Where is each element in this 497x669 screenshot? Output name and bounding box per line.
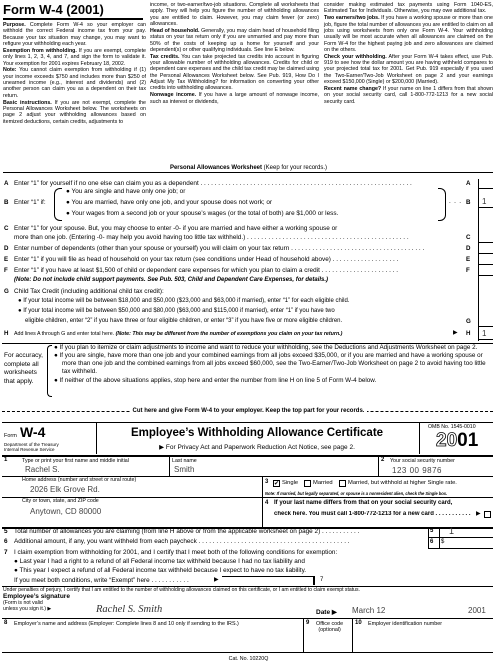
line6-value-rule (428, 548, 493, 549)
signature-bottom-rule (2, 618, 493, 619)
ssn-value[interactable]: 123 00 9876 (392, 466, 442, 475)
instruction-text: Complete Form W-4 so your employer can withhold the correct Federal income tax from your pay. Because your tax situation may change, you may want to refigure your withholding each year. (3, 22, 146, 48)
single-checkbox[interactable]: ✔ (274, 481, 280, 487)
married-label: Married (313, 480, 333, 486)
married-checkbox[interactable] (304, 480, 311, 487)
instruction-text: If you have a large amount of nonwage income, such as interest or dividends, (150, 92, 319, 105)
line4-text-1: If your last name differs from that on your social security card, (274, 500, 453, 506)
line-g-letter: G (4, 288, 9, 295)
city-value[interactable]: Anytown, CD 80000 (30, 507, 102, 516)
married-higher-label: Married, but withhold at higher Single rate. (348, 480, 457, 486)
last-name-value[interactable]: Smith (174, 465, 195, 474)
cert-form-label: Form (4, 433, 17, 439)
line-c-value-rule (478, 242, 493, 243)
line6-number: 6 (4, 538, 8, 545)
line-g-bullet-1: ● If your total income will be between $18,000 and $50,000 ($23,000 and $63,000 if married), enter “1” for each eligible child. (18, 298, 350, 304)
line-d-text: Enter number of dependents (other than your spouse or yourself) you will claim on your tax return . . . . . . . . . . . . . . . . . . . . . . . . . . . . . . . . . . . . . . (14, 245, 425, 252)
line3-note: Note: If married, but legally separated, or spouse is a nonresident alien, check the Single box. (265, 491, 448, 496)
first-name-value[interactable]: Rachel S. (25, 465, 60, 474)
instruction-text: You can take projected tax credits into account in figuring your allowable number of withholding allowances. Credits for child or dependent care expenses and the child tax credit may be claimed using the Personal Allowances Worksheet below. See Pub. 919, How Do I Adjust My Tax Withholding? for information on converting your other credits into withholding allowances. (150, 53, 319, 92)
instruction-paragraph (3, 22, 146, 47)
exempt-field-rule (314, 576, 315, 585)
line-b-value-rule (478, 207, 493, 208)
cat-number: Cat. No. 10220Q (228, 656, 269, 662)
line6-dollar: $ (441, 539, 445, 545)
instruction-text: If you have a working spouse or more than one job, figure the total number of allowances you are entitled to claim on all jobs using worksheets from only one Form W-4. Your withholding usually will be most accurate when all allowances are claimed on the Form W-4 for the highest paying job and zero allowances are claimed on the others. (324, 15, 493, 53)
line7-text: I claim exemption from withholding for 2001, and I certify that I meet both of the following conditions for exemption: (14, 549, 338, 556)
instruction-heading: Basic instructions. (3, 99, 52, 106)
worksheet-title: Personal Allowances Worksheet (Keep for your records.) (169, 165, 328, 171)
cert-title: Employee’s Withholding Allowance Certificate (130, 427, 384, 439)
line-e-letter-right: E (466, 256, 471, 263)
last-name-label: Last name (172, 458, 197, 464)
line-h-value-rule (478, 339, 493, 340)
instruction-heading: Purpose. (3, 22, 26, 28)
line9-divider (352, 618, 353, 652)
line9-number: 9 (306, 620, 310, 626)
line-g-bullet-2b: eligible children, enter “2” if you have three or four eligible children, or enter “3” if you have five or more eligible children. (25, 318, 343, 324)
address-value[interactable]: 2026 Elk Grove Rd. (30, 485, 100, 494)
line-d-value-rule (478, 253, 493, 254)
cut-line-text: Cut here and give Form W-4 to your employer. Keep the top part for your records. (0, 408, 497, 415)
line7-arrow: ▶ (214, 577, 219, 583)
line4-arrow: ▶ (476, 511, 481, 517)
line-a-letter: A (4, 180, 9, 187)
accuracy-bullet-3: ● If neither of the above situations applies, stop here and enter the number from line H on line 5 of Form W-4 below. (54, 376, 377, 384)
line-e-text: Enter “1” if you will file as head of household on your tax return (see conditions under Head of household above) . . . . . . . . . . . . . . . . . . . (14, 256, 399, 263)
instruction-paragraph (150, 28, 319, 53)
line-b-bullet-2: ● You are married, have only one job, and your spouse does not work; or (66, 199, 273, 206)
line-b-brace (54, 188, 62, 221)
instructions-col-1 (3, 22, 146, 126)
line7-number-right: 7 (320, 577, 324, 583)
line-d-letter: D (4, 245, 9, 252)
line-c-letter: C (4, 225, 9, 232)
accuracy-bullets (54, 344, 494, 385)
instruction-text: You cannot claim exemption from withholding if (1) your income exceeds $750 and includes more than $250 of unearned income (e.g., interest and dividends) and (2) another person can claim you as a dependent on their tax return. (3, 67, 146, 99)
line3-number: 3 (265, 479, 269, 485)
line7-bullet-1: ● Last year I had a right to a refund of all Federal income tax withheld because I had no tax liability and (14, 558, 305, 565)
instruction-heading: Note: (3, 67, 17, 74)
line-f-value-rule (478, 275, 493, 276)
instruction-paragraph (324, 15, 493, 53)
instruction-heading: Exemption from withholding. (3, 47, 77, 54)
line5-text: Total number of allowances you are claiming (from line H above or from the applicable worksheet on page 2) . . . . . . . . . . . (14, 528, 360, 535)
line-f-text: Enter “1” if you have at least $1,500 of child or dependent care expenses for which you plan to claim a credit . . . . . . . . . . . . . . . . . . . . . . (14, 267, 398, 274)
name-differs-checkbox[interactable] (484, 511, 491, 518)
line-f-note: (Note: Do not include child support payments. See Pub. 503, Child and Dependent Care Expenses, for details.) (14, 277, 329, 283)
instruction-text: income, or two-earner/two-job situations. Complete all worksheets that apply. They will help you figure the number of withholding allowances you are entitled to claim. However, you may claim fewer (or zero) allowances. (150, 2, 319, 28)
address-divider (262, 476, 263, 527)
instruction-heading: Tax credits. (150, 53, 180, 60)
signature-value[interactable]: Rachel S. Smith (96, 604, 163, 615)
line-b-value[interactable]: 1 (482, 197, 487, 206)
cert-header-bottom-rule (2, 455, 493, 457)
instruction-paragraph (3, 100, 146, 125)
ssn-divider (378, 457, 379, 476)
line-a-text: Enter “1” for yourself if no one else can claim you as a dependent . . . . . . . . . . . . . . . . . . . . . . . . . . . . . . . . . . . . . . . . . . . . . . . . . . . . . . . . . . . . (14, 180, 412, 187)
instruction-text: After your Form W-4 takes effect, use Pub. 919 to see how the dollar amount you are having withheld compares to your projected total tax for 2001. Get Pub. 919 especially if you used the Two-Earner/Two-Job Worksheet on page 2 and your earnings exceed $150,000 (Single) or $200,000 (Married). (324, 53, 493, 86)
instruction-paragraph (3, 67, 146, 99)
instruction-heading: Check your withholding. (324, 53, 387, 60)
exempt-field[interactable] (222, 576, 314, 585)
line10-label: Employer identification number (368, 621, 443, 627)
line-g-text: Child Tax Credit (including additional child tax credit): (14, 288, 164, 295)
line-f-letter-right: F (466, 267, 470, 274)
line8-divider (303, 618, 304, 652)
line8-number: 8 (4, 620, 8, 626)
line-d-letter-right: D (466, 245, 471, 252)
line4-number: 4 (265, 500, 269, 506)
accuracy-brace (47, 345, 52, 397)
accuracy-bullet-2: ● If you are single, have more than one job and your combined earnings from all jobs exceed $35,000, or if you are married and have a working spouse or more than one job and the combined earnings from all jobs exceed $60,000, see the Two-Earner/Two-Job Worksheet on page 2 to avoid having too little tax withheld. (54, 352, 486, 376)
instruction-text: consider making estimated tax payments using Form 1040-ES, Estimated Tax for Individuals. Otherwise, you may owe additional tax. (324, 2, 493, 15)
instruction-paragraph (324, 86, 493, 105)
instruction-paragraph (3, 48, 146, 67)
line-g-letter-right: G (466, 318, 471, 325)
single-label: Single (282, 480, 299, 486)
line10-number: 10 (355, 620, 362, 626)
instruction-text: If you are not exempt, complete the Personal Allowances Worksheet below. The worksheets on page 2 adjust your withholding allowances based on itemized deductions, certain credits, adjustments to (3, 99, 146, 125)
signature-label: Employee’s signature (3, 593, 70, 600)
line7-number: 7 (4, 549, 8, 556)
instruction-heading: Nonwage income. (150, 92, 197, 99)
instruction-paragraph (150, 2, 319, 27)
line5-value-rule (428, 537, 493, 538)
line-h-letter-right: H (466, 330, 471, 337)
line5-number: 5 (4, 528, 8, 535)
form-title: Form W-4 (2001) (3, 2, 104, 17)
line-b-letter: B (4, 199, 9, 206)
line9-label: Office code (optional) (316, 621, 344, 633)
line1-divider (169, 457, 170, 476)
line-c-text-2: more than one job. (Entering -0- may help you avoid having too little tax withheld.) . . . . . . . . . . . . . . . . . . . . . . . . . . . . . . . . . . . . . . . . . . . . . . (14, 234, 409, 241)
line-c-letter-right: C (466, 234, 471, 241)
instruction-heading: Recent name change? (324, 85, 382, 92)
instruction-text: Generally, you may claim head of household filing status on your tax return only if you are unmarried and pay more than 50% of the costs of keeping up a home for yourself and your dependent(s) or other qualifying individuals. See line E below. (150, 27, 319, 53)
instruction-paragraph (324, 2, 493, 15)
line1-number: 1 (4, 457, 8, 463)
cert-dept: Department of the Treasury Internal Revenue Service (4, 442, 59, 452)
line7-bullet-2: ● This year I expect a refund of all Federal income tax withheld because I expect to have no tax liability. (14, 567, 307, 574)
accuracy-label: For accuracy, complete all worksheets that apply. (4, 352, 43, 385)
line-h-letter: H (4, 330, 9, 337)
first-name-label: Type or print your first name and middle initial (22, 458, 129, 464)
line-e-value-rule (478, 264, 493, 265)
line-b-brace-right (438, 188, 446, 221)
ssn-label: Your social security number (390, 458, 455, 464)
value-column-rule (478, 179, 479, 341)
line-h-text: Add lines A through G and enter total here. (Note: This may be different from the number of exemptions you claim on your tax return.) (14, 331, 343, 337)
instruction-paragraph (150, 54, 319, 92)
line-c-text-1: Enter “1” for your spouse. But, you may choose to enter -0- if you are married and have either a working spouse or (14, 225, 338, 232)
instruction-text: If your name on line 1 differs from that shown on your social security card, call 1-800-772-1213 for a new social security card. (324, 85, 493, 105)
omb-number: OMB No. 1545-0010 (428, 424, 476, 430)
line4-text-2: check here. You must call 1-800-772-1213 for a new card . . . . . . . . . . . (274, 511, 471, 517)
line-f-letter: F (4, 267, 8, 274)
instructions-col-2 (150, 2, 319, 106)
instructions-col-3 (324, 2, 493, 106)
title-rule (3, 18, 143, 20)
line-b-dots: . . . (449, 198, 462, 205)
line-e-letter: E (4, 256, 9, 263)
perjury-statement: Under penalties of perjury, I certify that I am entitled to the number of withholding allowances claimed on this certificate, or I am entitled to claim exempt status. (3, 587, 360, 593)
line-b-bullet-1: ● You are single and have only one job; or (66, 188, 186, 195)
cert-header-divider-right (419, 422, 420, 454)
line-b-bullet-3: ● Your wages from a second job or your spouse’s wages (or the total of both) are $1,000 or less. (66, 210, 339, 217)
instruction-paragraph (150, 92, 319, 105)
instruction-paragraph (324, 54, 493, 86)
date-value[interactable]: March 12 (352, 606, 386, 615)
line-a-letter-right: A (466, 180, 471, 187)
line6-number-right: 6 (430, 539, 434, 545)
line-g-bullet-2: ● If your total income will be between $50,000 and $80,000 ($63,000 and $115,000 if married), enter “1” if you have two (18, 308, 335, 314)
address-label: Home address (number and street or rural route) (22, 477, 137, 483)
cert-privacy: ▶ For Privacy Act and Paperwork Reduction Act Notice, see page 2. (159, 444, 355, 451)
accuracy-bullet-1: ● If you plan to itemize or claim adjustments to income and want to reduce your withholding, see the Deductions and Adjustments Worksheet on page 2. (54, 344, 478, 351)
city-label: City or town, state, and ZIP code (22, 498, 99, 504)
line-h-value[interactable]: 1 (482, 329, 487, 338)
line6-text: Additional amount, if any, you want withheld from each paycheck . . . . . . . . . . . . . . . . . . . . . . . . . . . . . . . . . . . . . . . . . . . (14, 538, 350, 545)
date-year[interactable]: 2001 (468, 606, 486, 615)
line8-label: Employer’s name and address (Employer: Complete lines 8 and 10 only if sending to the IRS.) (14, 621, 239, 627)
instruction-heading: Two earners/two jobs. (324, 15, 380, 22)
instruction-heading: Head of household. (150, 27, 200, 34)
line7-exempt-text: If you meet both conditions, write “Exempt” here . . . . . . . . . . . (14, 577, 189, 584)
signature-sub: (Form is not valid unless you sign it.) ▶ (3, 600, 52, 612)
date-label: Date ▶ (316, 609, 337, 616)
line-h-arrow: ▶ (453, 330, 458, 336)
line-g-value-rule (478, 326, 493, 327)
line-b-lead: Enter “1” if: (14, 199, 46, 206)
line2-number: 2 (381, 457, 385, 463)
line5-number-right: 5 (430, 528, 434, 534)
instruction-text: If you are exempt, complete only lines 1, 2, 3, 4, and 7, and sign the form to validate it. Your exemption for 2001 expires February 18, 2002. (3, 47, 146, 67)
married-higher-checkbox[interactable] (339, 480, 346, 487)
cert-year: 2001 (436, 430, 479, 451)
line-b-letter-right: B (466, 199, 471, 206)
line5-value[interactable]: 1 (449, 526, 455, 536)
cert-form-number: W-4 (20, 424, 46, 440)
line-a-value-rule (478, 188, 493, 189)
form-bottom-rule (2, 652, 493, 653)
